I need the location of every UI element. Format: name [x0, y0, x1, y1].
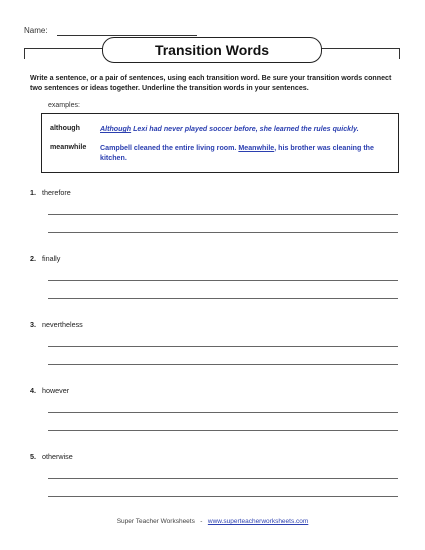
title-bracket-right	[399, 48, 400, 59]
prompt-word: therefore	[42, 188, 71, 197]
answer-line[interactable]	[48, 412, 398, 413]
example-sentence-after: Lexi had never played soccer before, she learned the rules quickly.	[131, 125, 359, 133]
prompt-item	[30, 320, 83, 329]
answer-line[interactable]	[48, 496, 398, 497]
page-title: Transition Words	[154, 42, 270, 58]
example-underlined-word: Meanwhile	[238, 144, 275, 152]
example-word: meanwhile	[50, 143, 87, 151]
example-sentence	[100, 124, 392, 134]
prompt-number: 1.	[30, 188, 36, 197]
answer-line[interactable]	[48, 478, 398, 479]
prompt-number: 5.	[30, 452, 36, 461]
footer	[0, 518, 425, 525]
prompt-item	[30, 254, 60, 263]
example-sentence-after: , his brother was cleaning the kitchen.	[100, 144, 374, 162]
example-word: although	[50, 124, 80, 132]
footer-url-link[interactable]: www.superteacherworksheets.com	[207, 518, 309, 525]
title-box	[102, 37, 322, 63]
answer-line[interactable]	[48, 346, 398, 347]
answer-line[interactable]	[48, 430, 398, 431]
prompt-word: however	[42, 386, 70, 395]
footer-separator: -	[200, 518, 203, 525]
prompt-item	[30, 452, 73, 461]
examples-box	[41, 113, 399, 173]
answer-line[interactable]	[48, 280, 398, 281]
examples-label: examples:	[48, 102, 80, 109]
prompt-number: 3.	[30, 320, 36, 329]
prompt-number: 2.	[30, 254, 36, 263]
name-label: Name:	[24, 26, 48, 35]
example-sentence-before: Campbell cleaned the entire living room.	[100, 144, 239, 152]
instructions: Write a sentence, or a pair of sentences, using each transition word. Be sure your transition words connect two sentences or ideas together. Underline the transition words in your sentences.	[30, 74, 392, 92]
prompt-word: finally	[42, 254, 61, 263]
answer-line[interactable]	[48, 298, 398, 299]
title-bracket-left	[24, 48, 25, 59]
prompt-word: nevertheless	[42, 320, 83, 329]
example-underlined-word: Although	[100, 125, 132, 133]
prompt-number: 4.	[30, 386, 36, 395]
prompt-item	[30, 188, 71, 197]
example-sentence	[100, 143, 392, 163]
footer-brand: Super Teacher Worksheets	[116, 518, 195, 525]
name-line[interactable]	[57, 35, 197, 36]
prompt-word: otherwise	[42, 452, 73, 461]
answer-line[interactable]	[48, 214, 398, 215]
prompt-item	[30, 386, 69, 395]
answer-line[interactable]	[48, 364, 398, 365]
answer-line[interactable]	[48, 232, 398, 233]
